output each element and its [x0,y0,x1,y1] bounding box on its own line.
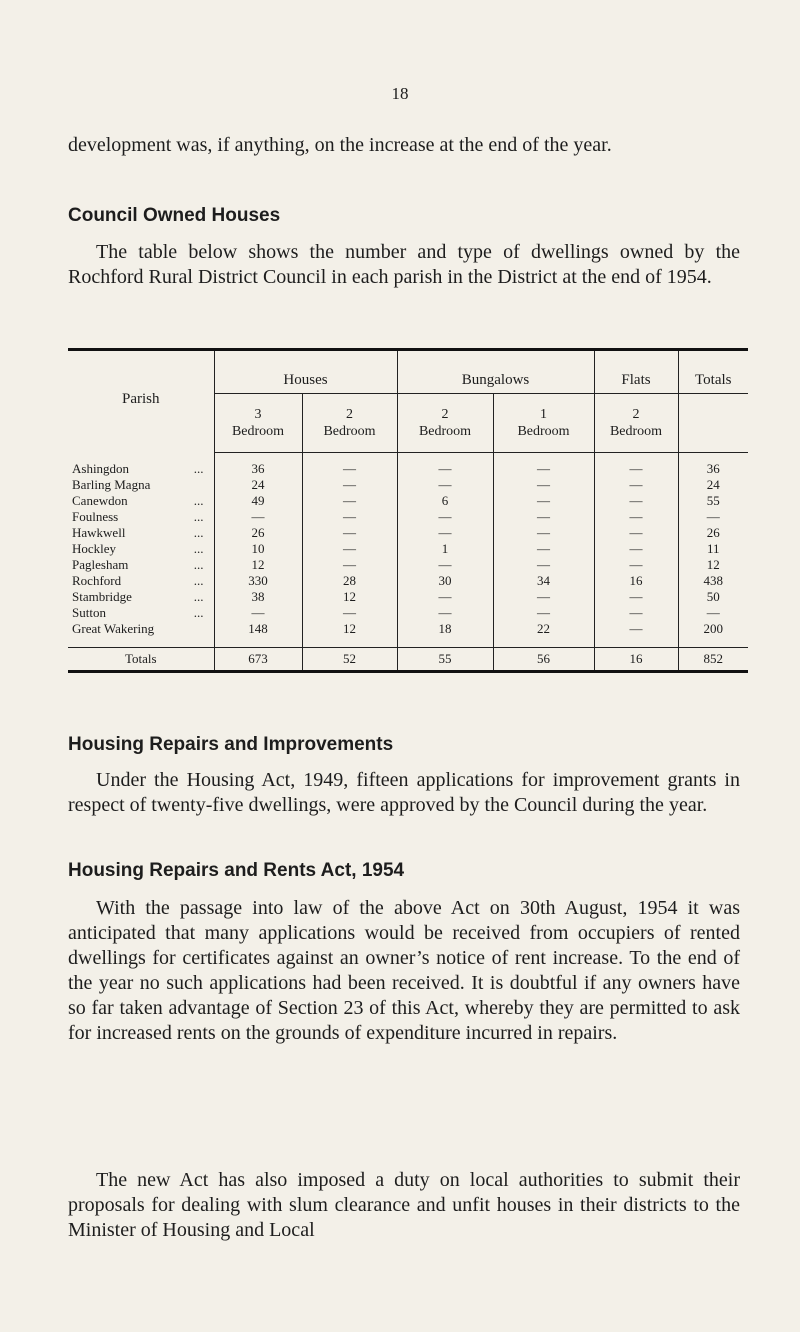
table-row [68,509,748,525]
table-row [68,477,748,493]
cell-houses-3-bedroom: 330 [214,573,302,589]
leader-dots: ... [193,557,204,572]
cell-bungalows-1-bedroom: 22 [493,621,594,648]
leader-dots: ... [193,573,204,588]
cell-bungalows-2-bedroom: — [397,525,493,541]
cell-flats-2-bedroom: — [594,525,678,541]
cell-flats-2-bedroom: — [594,493,678,509]
cell-houses-3-bedroom: 10 [214,541,302,557]
cell-bungalows-1-bedroom: — [493,525,594,541]
cell-flats-2-bedroom: — [594,477,678,493]
cell-flats-2-bedroom: — [594,557,678,573]
flats-group-header: Flats [594,350,678,394]
cell-total: 36 [706,461,720,476]
cell-total: 55 [706,493,720,508]
parish-name: Barling Magna [72,477,151,492]
cell-bungalows-1-bedroom: — [493,589,594,605]
cell-houses-2-bedroom: — [302,605,397,621]
cell-houses-3-bedroom: — [214,509,302,525]
cell-bungalows-1-bedroom: — [493,605,594,621]
heading-housing-repairs-rents-act: Housing Repairs and Rents Act, 1954 [68,860,405,881]
cell-bungalows-1-bedroom: — [493,477,594,493]
parish-name: Great Wakering [72,621,155,636]
totals-houses-2-bedroom: 52 [302,648,397,672]
table-body [68,453,748,648]
cell-bungalows-2-bedroom: — [397,477,493,493]
totals-bungalows-1-bedroom: 56 [493,648,594,672]
cell-flats-2-bedroom: — [594,589,678,605]
cell-total: — [706,605,720,620]
totals-houses-3-bedroom: 673 [214,648,302,672]
page-number: 18 [391,84,409,103]
bungalows-2-bedroom-header: 2 Bedroom [397,394,493,453]
cell-flats-2-bedroom: — [594,621,678,648]
cell-houses-3-bedroom: 36 [214,453,302,478]
cell-houses-3-bedroom: 148 [214,621,302,648]
cell-flats-2-bedroom: — [594,509,678,525]
cell-houses-3-bedroom: 26 [214,525,302,541]
parish-name: Sutton [72,605,106,620]
parish-name-cell [68,541,214,557]
cell-houses-2-bedroom: — [302,525,397,541]
cell-houses-2-bedroom: — [302,493,397,509]
totals-subheader-blank [678,394,748,453]
totals-flats-2-bedroom: 16 [594,648,678,672]
cell-bungalows-1-bedroom: — [493,453,594,478]
table-row [68,573,748,589]
parish-name: Hockley [72,541,117,556]
bungalows-group-header: Bungalows [397,350,594,394]
houses-group-header: Houses [214,350,397,394]
cell-bungalows-2-bedroom: 30 [397,573,493,589]
cell-total: — [706,509,720,524]
table-row [68,525,748,541]
cell-houses-3-bedroom: 12 [214,557,302,573]
leader-dots: ... [193,460,204,476]
parish-name: Canewdon [72,493,128,508]
table-row [68,557,748,573]
rents-act-paragraph-1: With the passage into law of the above Act on 30th August, 1954 it was anticipated that many applications would be received from occupiers of rented dwellings for certificates against an owner’s notice of rent increase. To the end of the year no such applications had been received. It is doubtful if any owners have so far taken advantage of Section 23 of this Act, whereby they are permitted to ask for increased rents on the grounds of expenditure incurred in repairs. [68,897,740,1044]
cell-total: 24 [706,477,720,492]
leader-dots: ... [193,605,204,620]
leader-dots: ... [193,493,204,508]
cell-bungalows-2-bedroom: — [397,605,493,621]
cell-total: 438 [703,573,724,588]
totals-bungalows-2-bedroom: 55 [397,648,493,672]
cell-total: 200 [703,621,724,636]
flats-2-bedroom-header: 2 Bedroom [594,394,678,453]
heading-housing-repairs-improvements: Housing Repairs and Improvements [68,734,394,755]
cell-bungalows-2-bedroom: — [397,509,493,525]
cell-bungalows-1-bedroom: — [493,509,594,525]
cell-houses-2-bedroom: 12 [302,621,397,648]
cell-houses-2-bedroom: 12 [302,589,397,605]
cell-bungalows-1-bedroom: — [493,493,594,509]
leader-dots: ... [193,541,204,556]
table-row [68,493,748,509]
parish-name: Hawkwell [72,525,126,540]
cell-bungalows-1-bedroom: 34 [493,573,594,589]
cell-houses-2-bedroom: — [302,557,397,573]
table-row [68,621,748,648]
rents-act-paragraph-2: The new Act has also imposed a duty on local authorities to submit their proposals for dealing with slum clearance and unfit houses in their districts to the Minister of Housing and Local [68,1169,740,1241]
heading-council-owned-houses: Council Owned Houses [68,205,281,226]
cell-total: 26 [706,525,720,540]
cell-bungalows-1-bedroom: — [493,541,594,557]
leader-dots: ... [193,525,204,540]
parish-name-cell [68,589,214,605]
cell-total: 12 [706,557,720,572]
cell-houses-3-bedroom: 24 [214,477,302,493]
totals-group-header: Totals [695,372,732,388]
table-row [68,605,748,621]
totals-row [68,648,748,672]
cell-flats-2-bedroom: 16 [594,573,678,589]
cell-bungalows-2-bedroom: — [397,557,493,573]
parish-name: Rochford [72,573,122,588]
cell-bungalows-2-bedroom: — [397,589,493,605]
cell-bungalows-2-bedroom: 6 [397,493,493,509]
table-row [68,589,748,605]
leader-dots: ... [193,589,204,604]
intro-paragraph: development was, if anything, on the increase at the end of the year. [68,134,612,156]
cell-houses-2-bedroom: 28 [302,573,397,589]
cell-flats-2-bedroom: — [594,541,678,557]
cell-bungalows-1-bedroom: — [493,557,594,573]
totals-row-label: Totals [68,648,214,672]
parish-name-cell [68,453,214,478]
cell-bungalows-2-bedroom: 1 [397,541,493,557]
repairs-improvements-paragraph: Under the Housing Act, 1949, fifteen applications for improvement grants in respect of twenty-five dwellings, were approved by the Council during the year. [68,769,740,816]
parish-name-cell [68,509,214,525]
cell-houses-3-bedroom: 38 [214,589,302,605]
parish-name: Stambridge [72,589,132,604]
cell-total: 11 [707,541,720,556]
council-houses-paragraph: The table below shows the number and type of dwellings owned by the Rochford Rural District Council in each parish in the District at the end of 1954. [68,241,740,288]
parish-name-cell [68,525,214,541]
cell-houses-2-bedroom: — [302,477,397,493]
cell-houses-2-bedroom: — [302,509,397,525]
table-row [68,541,748,557]
parish-name-cell [68,477,214,493]
parish-name: Foulness [72,509,119,524]
parish-name-cell [68,605,214,621]
parish-name-cell [68,573,214,589]
cell-bungalows-2-bedroom: — [397,453,493,478]
table-row [68,453,748,478]
cell-houses-2-bedroom: — [302,453,397,478]
leader-dots: ... [193,509,204,524]
cell-flats-2-bedroom: — [594,453,678,478]
cell-houses-3-bedroom: — [214,605,302,621]
parish-name-cell [68,493,214,509]
parish-name: Paglesham [72,557,129,572]
parish-name-cell [68,557,214,573]
cell-total: 50 [706,589,720,604]
parish-header: Parish [68,350,214,453]
cell-houses-2-bedroom: — [302,541,397,557]
cell-houses-3-bedroom: 49 [214,493,302,509]
dwellings-table-container [68,348,748,673]
parish-name: Ashingdon [72,460,130,476]
totals-grand-total: 852 [678,648,748,672]
houses-2-bedroom-header: 2 Bedroom [302,394,397,453]
cell-flats-2-bedroom: — [594,605,678,621]
parish-name-cell [68,621,214,648]
dwellings-table [68,348,748,673]
houses-3-bedroom-header: 3 Bedroom [214,394,302,453]
cell-bungalows-2-bedroom: 18 [397,621,493,648]
bungalows-1-bedroom-header: 1 Bedroom [493,394,594,453]
